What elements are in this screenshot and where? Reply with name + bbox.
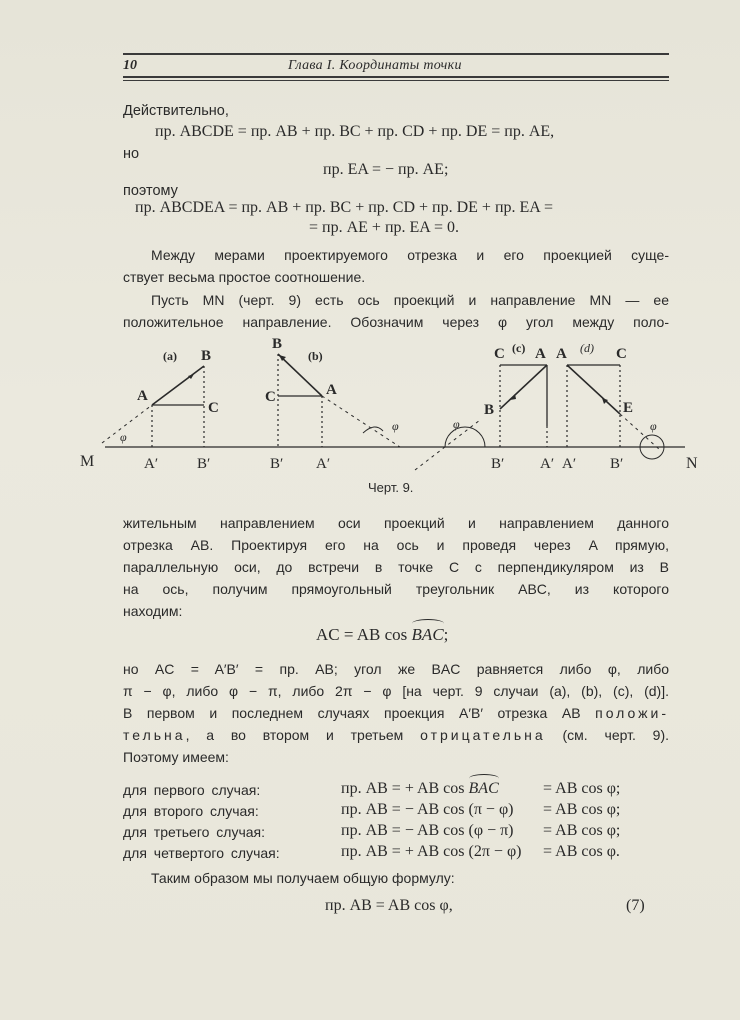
para4-line3-text: В первом и последнем случаях проекция A′B′ отрезка AB [123,705,596,721]
equation-ac-left: AC = AB cos [316,625,412,644]
case-label: для третьего случая: [123,824,266,840]
case-row-3 [123,822,683,844]
para4-line4-text-2: (см. черт. 9). [545,727,670,743]
paragraph-3-line-4: на ось, получим прямоугольный треугольник ABC, из которого [123,581,669,597]
case-label: для второго случая: [123,803,259,819]
para4-line4-spaced-2: отрицательна [420,727,546,743]
conclusion-line: Таким образом мы получаем общую формулу: [151,870,455,886]
svg-text:M: M [80,453,95,470]
paragraph-4-line-4 [123,724,669,746]
header-bottom-rule-2 [123,80,669,81]
para4-line4-text-1: , а во втором и третьем [185,727,421,743]
paragraph-3-line-5: находим: [123,603,183,619]
svg-text:A′: A′ [562,456,577,472]
equation-closed-polygon-1: пр. ABCDEA = пр. AB + пр. BC + пр. CD + пр. DE + пр. EA = [135,199,553,216]
case-result: = AB cos φ. [543,843,620,860]
case-row-1 [123,780,683,802]
paragraph-3-line-1: жительным направлением оси проекций и направлением данного [123,515,669,531]
case-row-2 [123,801,683,823]
angle-hat-bac: BAC [411,625,444,644]
paragraph-1-line-2: ствует весьма простое соотношение. [123,269,366,285]
svg-text:B′: B′ [491,456,505,472]
equation-ac-tail: ; [443,625,449,644]
svg-text:A′: A′ [540,456,555,472]
svg-text:(d): (d) [580,341,594,355]
case-label: для четвертого случая: [123,845,280,861]
equation-closed-polygon-2: = пр. AE + пр. EA = 0. [309,219,459,236]
intro-word: Действительно, [123,103,229,119]
svg-text:φ: φ [650,419,657,433]
angle-hat-bac: BAC [468,780,499,797]
svg-text:E: E [623,400,634,416]
case-equation: пр. AB = − AB cos (φ − π) [341,822,514,839]
equation-ea: пр. EA = − пр. AE; [323,161,449,178]
svg-text:C: C [208,400,219,416]
paragraph-3-line-3: параллельную оси, до встречи в точке C с перпендикуляром из B [123,559,669,575]
svg-text:(b): (b) [308,349,323,363]
general-formula: пр. AB = AB cos φ, [325,897,453,914]
paragraph-3-line-2: отрезка AB. Проектируя его на ось и проведя через A прямую, [123,537,669,553]
svg-text:B′: B′ [197,456,211,472]
header-bottom-rule [123,76,669,78]
case-equation: пр. AB = + AB cos (2π − φ) [341,843,522,860]
case-result: = AB cos φ; [543,780,621,797]
running-header [123,56,669,76]
case-result: = AB cos φ; [543,822,621,839]
word-but: но [123,146,140,162]
equation-ac [316,625,448,645]
case-eq-text: пр. AB = + AB cos [341,780,469,797]
paragraph-2-line-2: положительное направление. Обозначим через φ угол между поло- [123,314,669,330]
case-row-4 [123,843,683,865]
svg-text:A: A [137,388,148,404]
svg-text:C: C [265,389,276,405]
svg-text:C: C [494,346,505,362]
case-equation [341,780,499,798]
svg-text:A: A [556,346,567,362]
svg-text:(a): (a) [163,349,177,363]
para4-line4-spaced-1: тельна [123,727,186,743]
page-number: 10 [123,58,137,73]
paragraph-2-line-1: Пусть MN (черт. 9) есть ось проекций и направление MN — ее [151,292,669,308]
header-top-rule [123,53,669,55]
para4-line3-spaced: положи- [595,705,669,721]
case-equation: пр. AB = − AB cos (π − φ) [341,801,514,818]
formula-number: (7) [626,897,645,914]
svg-text:B′: B′ [270,456,284,472]
svg-text:B: B [272,336,283,352]
paragraph-4-line-2: π − φ, либо φ − π, либо 2π − φ [на черт. 9 случаи (a), (b), (c), (d)]. [123,683,669,699]
svg-text:φ: φ [453,417,460,431]
figure-caption: Черт. 9. [368,480,414,495]
svg-text:φ: φ [120,430,127,444]
figure-9 [80,330,710,480]
svg-text:A′: A′ [144,456,159,472]
svg-text:A: A [326,382,337,398]
svg-text:C: C [616,346,627,362]
paragraph-4-line-1: но AC = A′B′ = пр. AB; угол же BAC равняется либо φ, либо [123,661,669,677]
paragraph-4-line-5: Поэтому имеем: [123,749,229,765]
svg-text:A: A [535,346,546,362]
running-title: Глава I. Координаты точки [288,58,462,73]
svg-text:(c): (c) [512,341,526,355]
svg-text:φ: φ [392,419,399,433]
word-therefore: поэтому [123,183,178,199]
case-result: = AB cos φ; [543,801,621,818]
case-label: для первого случая: [123,782,261,798]
projection-diagram [80,330,710,480]
paragraph-4-line-3 [123,702,669,724]
svg-text:B: B [201,348,212,364]
svg-text:A′: A′ [316,456,331,472]
svg-text:B: B [484,402,495,418]
svg-text:N: N [686,455,698,472]
svg-text:B′: B′ [610,456,624,472]
equation-projection-sum: пр. ABCDE = пр. AB + пр. BC + пр. CD + пр. DE = пр. AE, [155,123,555,140]
paragraph-1-line-1: Между мерами проектируемого отрезка и его проекцией суще- [151,247,669,263]
